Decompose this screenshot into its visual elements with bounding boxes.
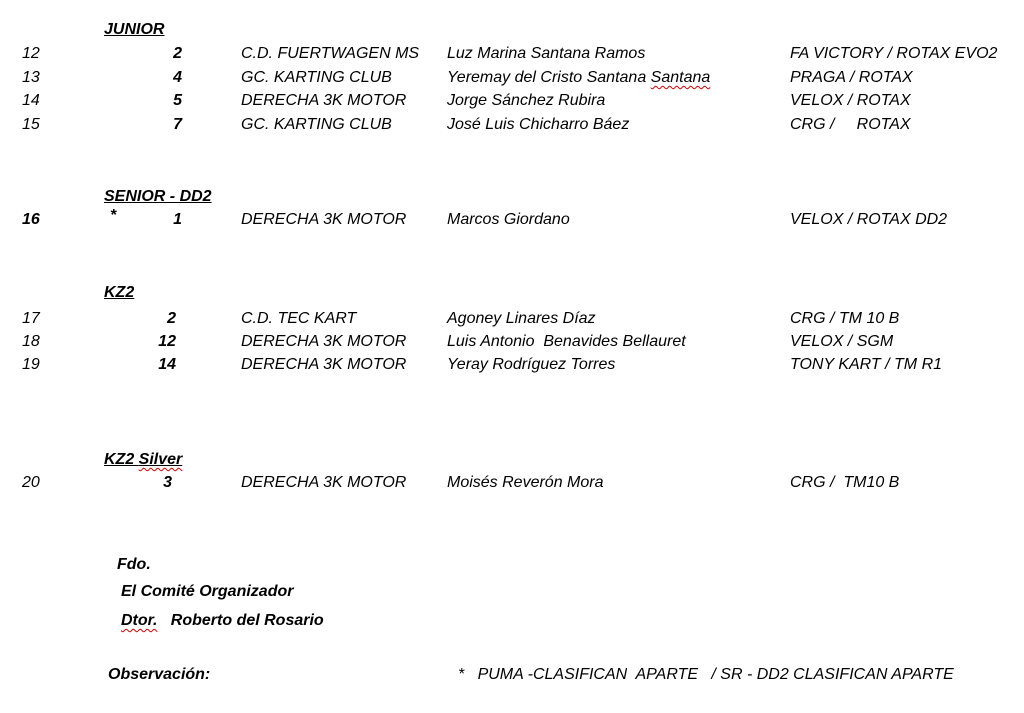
position: 12 xyxy=(22,45,40,62)
club-name: DERECHA 3K MOTOR xyxy=(241,333,407,350)
chassis-engine: CRG / TM 10 B xyxy=(790,310,900,327)
driver-name: Moisés Reverón Mora xyxy=(447,474,604,491)
club-name: DERECHA 3K MOTOR xyxy=(241,92,407,109)
asterisk-mark: * xyxy=(110,207,117,224)
position: 19 xyxy=(22,356,40,373)
driver-name-part: Yeremay del Cristo Santana xyxy=(447,69,651,86)
chassis-engine: FA VICTORY / ROTAX EVO2 xyxy=(790,45,998,62)
section-title-part: KZ2 xyxy=(104,451,139,468)
position: 16 xyxy=(22,211,40,228)
chassis-engine: VELOX / ROTAX xyxy=(790,92,911,109)
driver-name: Jorge Sánchez Rubira xyxy=(447,92,606,109)
signature-director xyxy=(121,611,324,631)
club-name: C.D. TEC KART xyxy=(241,310,357,327)
observation-label: Observación: xyxy=(108,666,211,683)
position: 20 xyxy=(22,474,40,491)
position: 17 xyxy=(22,310,40,327)
signature-fdo: Fdo. xyxy=(117,556,151,573)
section-title-senior-dd2: SENIOR - DD2 xyxy=(104,188,212,205)
kart-number: 5 xyxy=(173,92,182,109)
chassis-engine: PRAGA / ROTAX xyxy=(790,69,913,86)
chassis-engine: CRG / ROTAX xyxy=(790,116,911,133)
position: 14 xyxy=(22,92,40,109)
kart-number: 14 xyxy=(158,356,176,373)
section-title-misspelled: Silver xyxy=(138,451,183,468)
driver-name: Luis Antonio Benavides Bellauret xyxy=(447,333,686,350)
kart-number: 7 xyxy=(173,116,182,133)
signature-committee: El Comité Organizador xyxy=(121,583,294,600)
section-title-kz2: KZ2 xyxy=(104,284,135,301)
driver-name xyxy=(447,68,710,88)
kart-number: 12 xyxy=(158,333,176,350)
position: 13 xyxy=(22,69,40,86)
chassis-engine: CRG / TM10 B xyxy=(790,474,900,491)
section-title-junior: JUNIOR xyxy=(104,21,165,38)
kart-number: 3 xyxy=(163,474,172,491)
driver-name-misspelled: Santana xyxy=(650,69,711,86)
section-title-kz2-silver xyxy=(104,450,182,470)
observation-text: * PUMA -CLASIFICAN APARTE / SR - DD2 CLASIFICAN APARTE xyxy=(458,666,954,683)
driver-name: Luz Marina Santana Ramos xyxy=(447,45,646,62)
kart-number: 4 xyxy=(173,69,182,86)
driver-name: José Luis Chicharro Báez xyxy=(447,116,630,133)
driver-name: Yeray Rodríguez Torres xyxy=(447,356,616,373)
position: 15 xyxy=(22,116,40,133)
kart-number: 2 xyxy=(173,45,182,62)
club-name: DERECHA 3K MOTOR xyxy=(241,474,407,491)
chassis-engine: TONY KART / TM R1 xyxy=(790,356,943,373)
club-name: DERECHA 3K MOTOR xyxy=(241,356,407,373)
club-name: GC. KARTING CLUB xyxy=(241,69,392,86)
chassis-engine: VELOX / SGM xyxy=(790,333,894,350)
kart-number: 2 xyxy=(167,310,176,327)
club-name: GC. KARTING CLUB xyxy=(241,116,392,133)
driver-name: Marcos Giordano xyxy=(447,211,570,228)
club-name: C.D. FUERTWAGEN MS xyxy=(241,45,420,62)
director-name: Roberto del Rosario xyxy=(157,612,324,629)
position: 18 xyxy=(22,333,40,350)
chassis-engine: VELOX / ROTAX DD2 xyxy=(790,211,948,228)
director-label: Dtor. xyxy=(121,612,158,629)
driver-name: Agoney Linares Díaz xyxy=(447,310,596,327)
club-name: DERECHA 3K MOTOR xyxy=(241,211,407,228)
kart-number: 1 xyxy=(173,211,182,228)
